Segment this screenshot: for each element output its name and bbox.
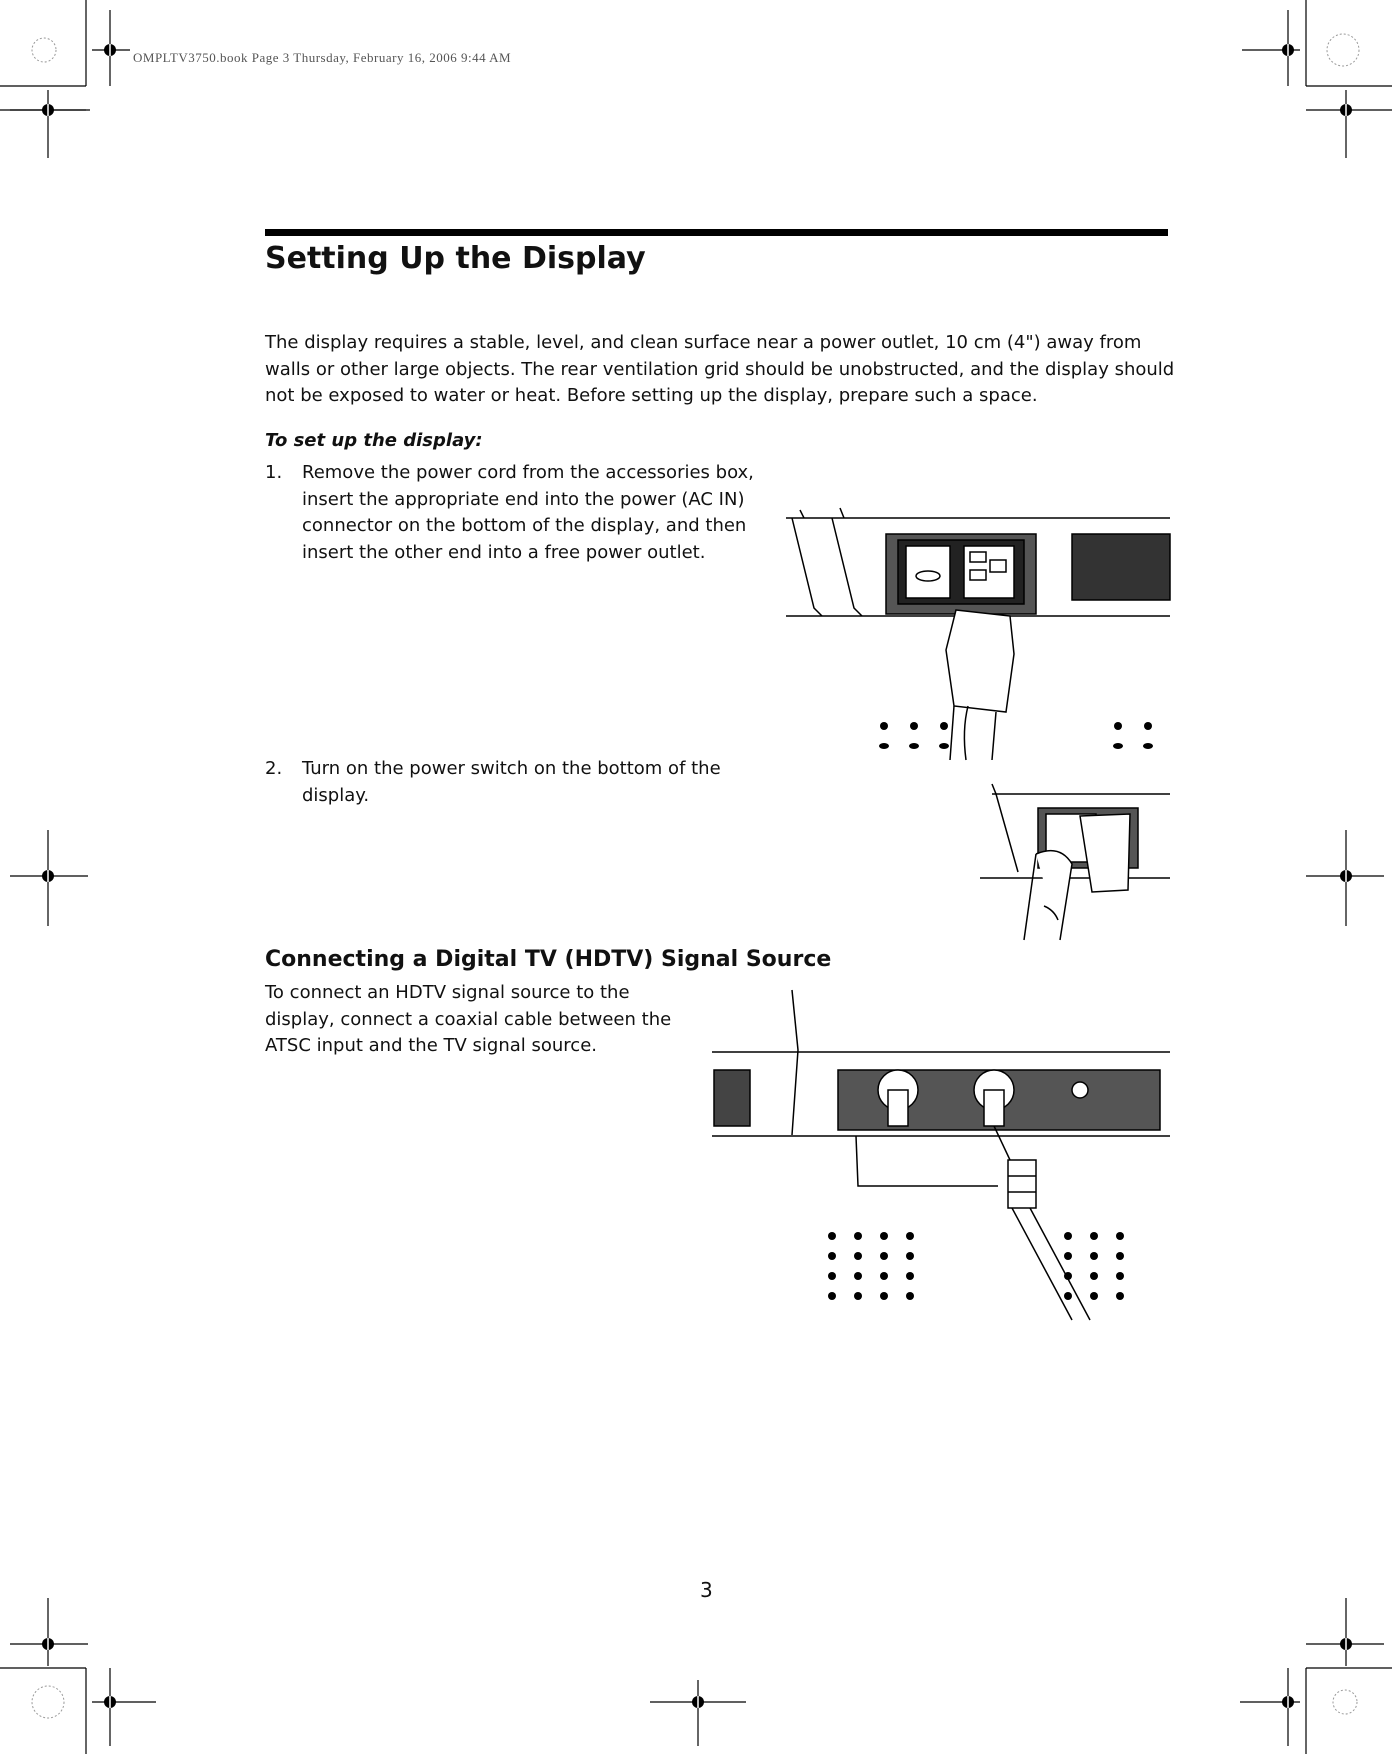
step-line: insert the other end into a free power outlet. (302, 541, 706, 563)
step-line: insert the appropriate end into the power (AC IN) (302, 488, 745, 510)
hdtv-paragraph (265, 980, 705, 1060)
power-cord-illustration (786, 500, 1170, 760)
hdtv-heading: Connecting a Digital TV (HDTV) Signal Source (265, 947, 832, 972)
step-number: 1. (265, 462, 283, 483)
paragraph-line: To connect an HDTV signal source to the (265, 982, 630, 1003)
power-switch-illustration (980, 780, 1170, 940)
step-2 (265, 756, 785, 812)
paragraph-line: display, connect a coaxial cable between the (265, 1008, 672, 1030)
procedure-heading: To set up the display: (265, 430, 483, 451)
step-line: display. (302, 784, 370, 806)
step-line: Remove the power cord from the accessories box, (302, 462, 754, 483)
step-text (302, 756, 721, 809)
intro-paragraph: The display requires a stable, level, and clean surface near a power outlet, 10 cm (4") away from walls or other large objects. The rear ventilation grid should be unobstructed, and the display should not be exposed to water or heat. Before setting up the display, prepare such a space. (265, 332, 1175, 406)
coax-illustration (712, 990, 1170, 1320)
step-line: Turn on the power switch on the bottom of the (302, 758, 721, 779)
step-number: 2. (265, 758, 283, 779)
step-line: connector on the bottom of the display, and then (302, 515, 747, 536)
print-header: OMPLTV3750.book Page 3 Thursday, February 16, 2006 9:44 AM (133, 50, 512, 65)
paragraph-line: ATSC input and the TV signal source. (265, 1035, 597, 1056)
page-number: 3 (700, 1578, 713, 1602)
page-title: Setting Up the Display (265, 241, 646, 276)
step-1 (265, 460, 785, 570)
step-text (302, 460, 754, 566)
section-rule (265, 229, 1168, 236)
